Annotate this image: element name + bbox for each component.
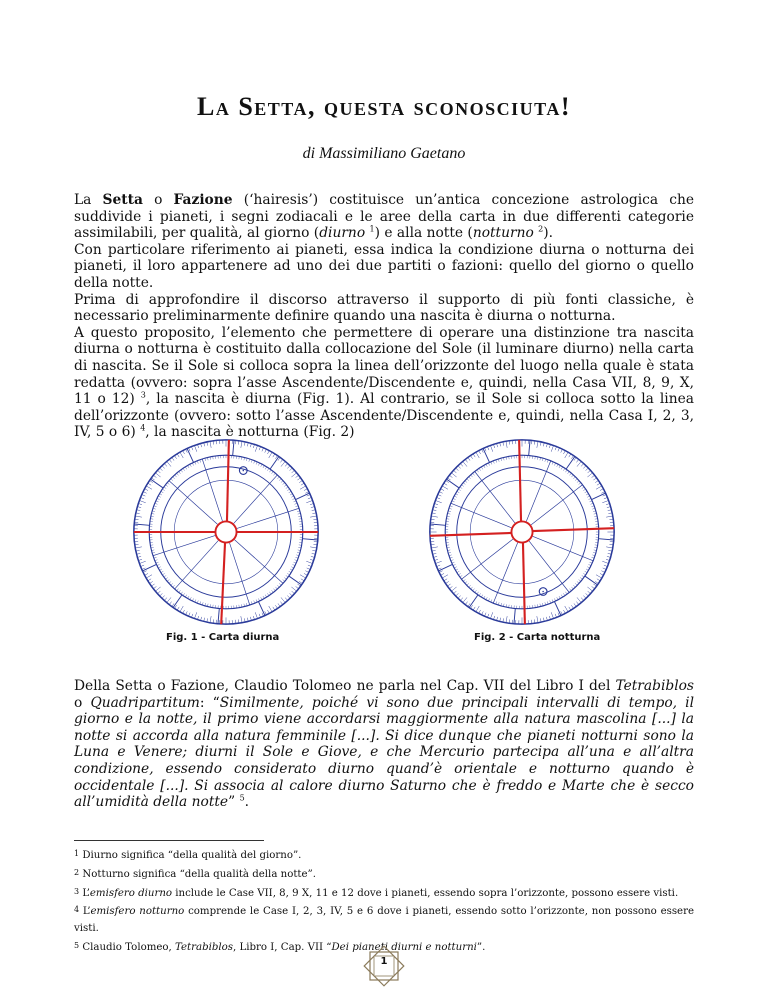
page-number: 1 xyxy=(380,956,388,967)
page-title: La Setta, questa sconosciuta! xyxy=(196,92,572,121)
intro-paragraph-2: Con particolare riferimento ai pianeti, essa indica la condizione diurna o notturna dei pianeti, il loro appartenere ad uno dei due partiti o fazioni: quello del giorno o quello della notte. xyxy=(74,241,694,291)
footnote-1: 1 Diurno significa “della qualità del giorno”. xyxy=(74,849,302,861)
footnote-separator xyxy=(74,840,264,841)
footnote-5: 5 Claudio Tolomeo, Tetrabiblos, Libro I, Cap. VII “Dei pianeti diurni e notturni”. xyxy=(74,940,486,953)
day-chart-wheel xyxy=(134,440,318,624)
intro-paragraph-4: A questo proposito, l’elemento che permettere di operare una distinzione tra nascita diurna o notturna è costituito dalla collocazione del Sole (il luminare diurno) nella carta di nascita. Se il Sole si colloca sopra la linea dell’orizzonte del luogo nella quale è stata redatta (ovvero: sopra l’asse Ascendente/Discendente e, quindi, nella Casa VII, 8, 9, X, 11 o 12) $^3$, la nascita è diurna (Fig. 1). Al contrario, se il Sole si colloca sotto la linea dell’orizzonte (ovvero: sotto l’asse Ascendente/Discendente e, quindi, nella Casa I, 2, 3, IV, 5 o 6) $^4$, la nascita è notturna (Fig. 2) xyxy=(74,324,694,441)
day-chart-figure xyxy=(130,436,322,628)
quote-paragraph: Della Setta o Fazione, Claudio Tolomeo ne parla nel Cap. VII del Libro I del Tetrabiblos o Quadripartitum: “Similmente, poiché vi sono due principali intervalli di tempo, il giorno e la notte, il primo viene accordarsi maggiormente alla natura mascolina [...] la notte si accorda alla natura femminile [...]. Si dice dunque che pianeti notturni sono la Luna e Venere; diurni il Sole e Giove, e che Mercurio partecipa all’una e all’altra condizione, essendo considerato diurno quand’è orientale e notturno quando è occidentale [...]. Si associa al calore diurno Saturno che è freddo e Marte che è secco all’umidità della notte” $^5$. xyxy=(74,678,694,811)
intro-paragraph-1: La Setta o Fazione (‘hairesis’) costituisce un’antica concezione astrologica che suddivide i pianeti, i segni zodiacali e le aree della carta in due differenti categorie assimilabili, per qualità, al giorno (diurno $^1$) e alla notte (notturno $^2$). xyxy=(74,192,695,242)
author-line: di Massimiliano Gaetano xyxy=(302,145,466,162)
figure-1-caption: Fig. 1 - Carta diurna xyxy=(166,632,280,643)
figure-2-caption: Fig. 2 - Carta notturna xyxy=(474,632,601,643)
sun-glyph-icon xyxy=(239,467,247,475)
footnotes xyxy=(74,846,694,957)
night-chart-wheel xyxy=(430,440,614,624)
night-chart-figure xyxy=(426,436,618,628)
footnote-3: 3 L’emisfero diurno include le Case VII, 8, 9 X, 11 e 12 dove i pianeti, essendo sopra l’orizzonte, possono essere visti. xyxy=(74,886,679,899)
footnote-4: 4 L’emisfero notturno comprende le Case I, 2, 3, IV, 5 e 6 dove i pianeti, essendo sotto l’orizzonte, non possono essere visti. xyxy=(74,905,694,935)
intro-text xyxy=(74,192,694,441)
footnote-2: 2 Notturno significa “della qualità della notte”. xyxy=(74,867,316,880)
ptolemy-quote: Similmente, poiché vi sono due principali intervalli di tempo, il giorno e la notte, il primo viene accordarsi maggiormente alla natura mascolina [...] la notte si accorda alla natura femminile [...]. Si dice dunque che pianeti notturni sono la Luna e Venere; diurni il Sole e Giove, e che Mercurio partecipa all’una e all’altra condizione, essendo considerato diurno quand’è orientale e notturno quando è occidentale [...]. Si associa al calore diurno Saturno che è freddo e Marte che è secco all’umidità della notte xyxy=(74,694,694,811)
intro-paragraph-3: Prima di approfondire il discorso attraverso il supporto di più fonti classiche, è necessario preliminarmente definire quando una nascita è diurna o notturna. xyxy=(74,291,694,325)
